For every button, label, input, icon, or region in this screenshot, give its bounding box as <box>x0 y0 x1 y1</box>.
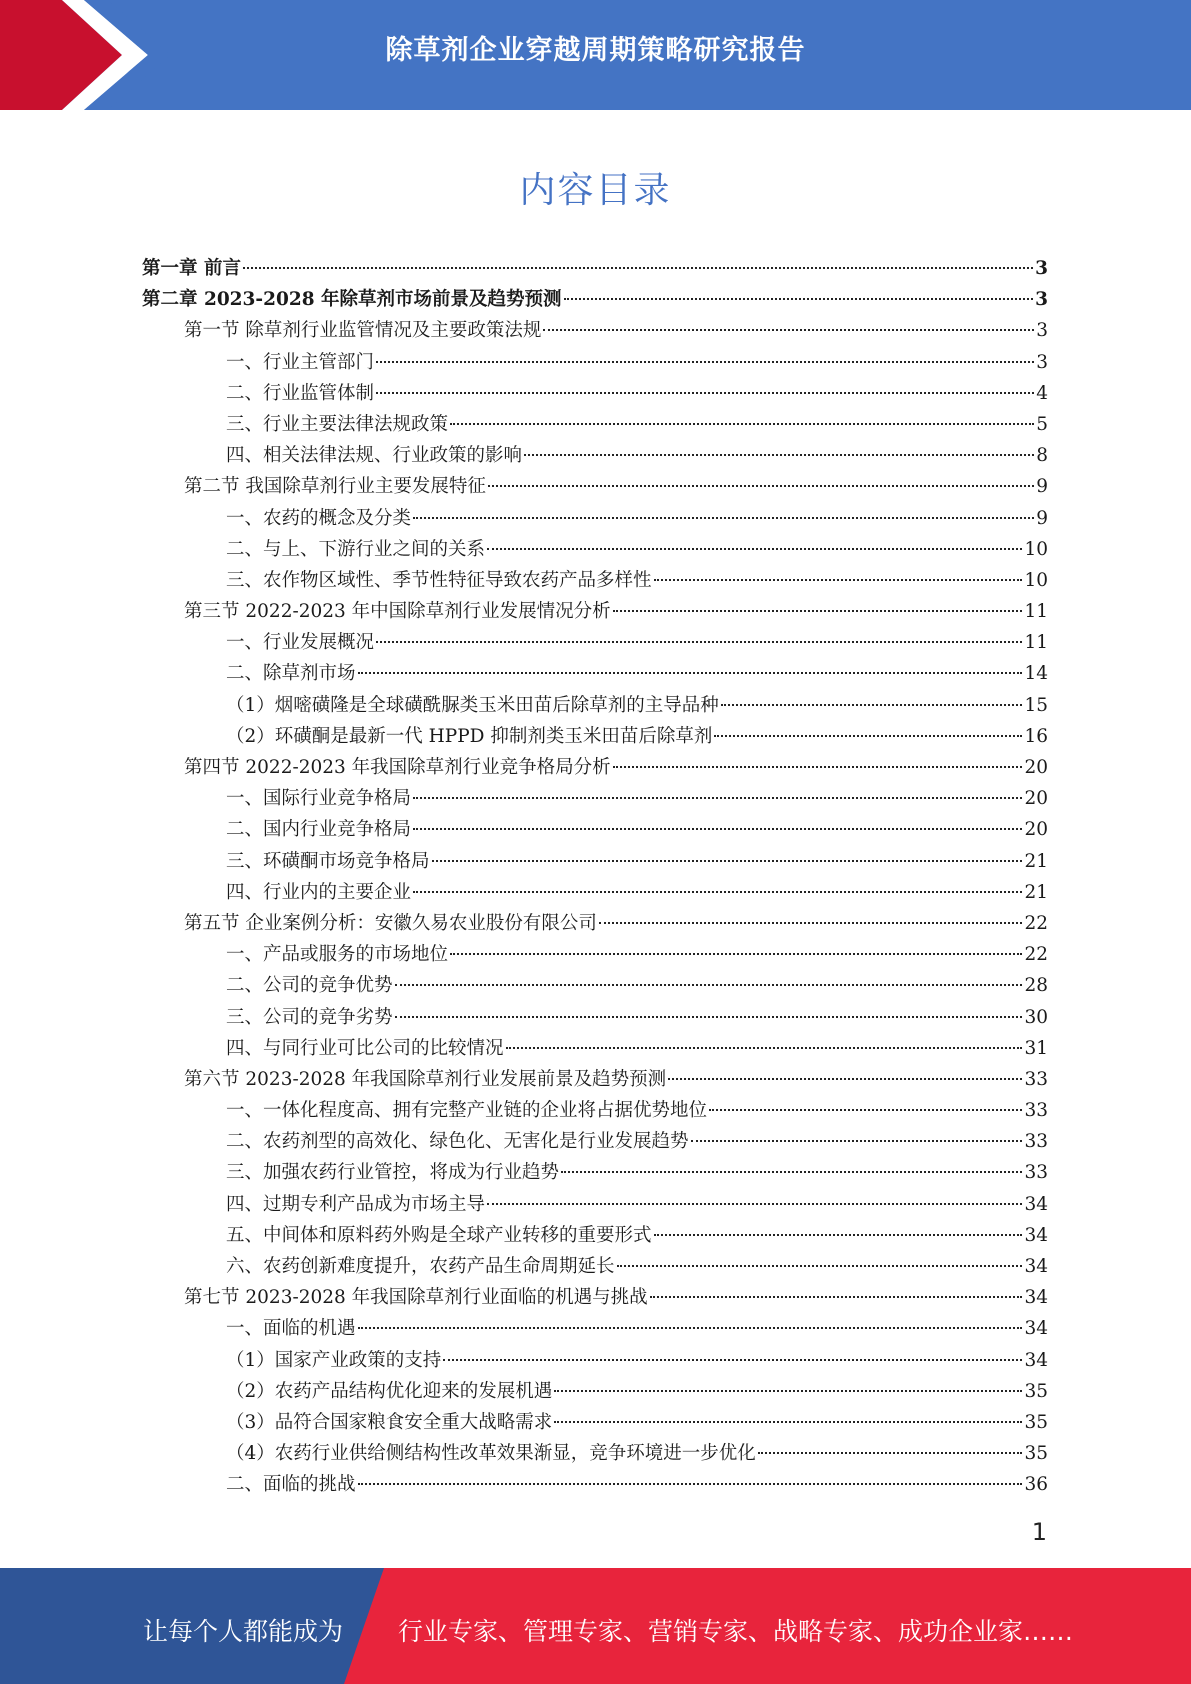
toc-entry-page: 34 <box>1024 1318 1048 1340</box>
toc-entry[interactable] <box>142 627 1048 658</box>
toc-entry-page: 3 <box>1035 258 1048 279</box>
toc-dot-leader <box>450 953 1022 955</box>
toc-entry-page: 9 <box>1036 476 1048 498</box>
toc-dot-leader <box>413 517 1034 519</box>
toc-entry[interactable] <box>142 596 1048 627</box>
toc-dot-leader <box>613 610 1023 612</box>
toc-entry[interactable] <box>142 347 1048 378</box>
toc-heading: 内容目录 <box>519 170 672 211</box>
toc-dot-leader <box>358 1483 1023 1485</box>
table-of-contents <box>142 253 1048 1501</box>
toc-entry-label: 四、与同行业可比公司的比较情况 <box>226 1037 504 1059</box>
toc-entry-label: 三、公司的竞争劣势 <box>226 1006 393 1028</box>
toc-entry[interactable] <box>142 1157 1048 1188</box>
toc-entry[interactable] <box>142 1313 1048 1344</box>
toc-entry[interactable] <box>142 534 1048 565</box>
toc-dot-leader <box>668 1078 1022 1080</box>
toc-entry[interactable] <box>142 783 1048 814</box>
toc-dot-leader <box>554 1421 1022 1423</box>
toc-dot-leader <box>617 1265 1023 1267</box>
toc-entry-label: 一、产品或服务的市场地位 <box>226 944 449 966</box>
toc-entry-label: （2）环磺酮是最新一代 HPPD 抑制剂类玉米田苗后除草剂 <box>226 725 713 747</box>
toc-entry[interactable] <box>142 1345 1048 1376</box>
toc-entry-label: 四、相关法律法规、行业政策的影响 <box>226 445 523 467</box>
toc-entry-label: 三、行业主要法律法规政策 <box>226 413 449 435</box>
toc-entry-label: 四、过期专利产品成为市场主导 <box>226 1193 486 1215</box>
toc-entry-page: 21 <box>1024 881 1048 903</box>
toc-dot-leader <box>487 1203 1022 1205</box>
toc-entry-label: 三、农作物区域性、季节性特征导致农药产品多样性 <box>226 569 652 591</box>
page-number: 1 <box>1031 1518 1047 1546</box>
toc-entry[interactable] <box>142 1064 1048 1095</box>
toc-dot-leader <box>450 423 1034 425</box>
toc-entry-label: 六、农药创新难度提升，农药产品生命周期延长 <box>226 1256 615 1277</box>
footer-slogan-left: 让每个人都能成为 <box>143 1617 344 1646</box>
toc-entry[interactable] <box>142 1033 1048 1064</box>
toc-entry-page: 34 <box>1024 1256 1048 1277</box>
toc-entry-page: 35 <box>1024 1443 1048 1465</box>
toc-entry-page: 28 <box>1024 975 1048 997</box>
toc-dot-leader <box>243 267 1033 269</box>
toc-entry-label: （1）国家产业政策的支持 <box>226 1349 442 1371</box>
toc-entry-page: 16 <box>1024 725 1048 747</box>
toc-entry[interactable] <box>142 1282 1048 1313</box>
toc-dot-leader <box>395 1016 1023 1018</box>
toc-dot-leader <box>413 797 1022 799</box>
toc-entry[interactable] <box>142 315 1048 346</box>
toc-dot-leader <box>554 1390 1022 1392</box>
toc-dot-leader <box>443 1359 1022 1361</box>
toc-dot-leader <box>564 298 1034 300</box>
toc-dot-leader <box>376 361 1034 363</box>
toc-entry[interactable] <box>142 503 1048 534</box>
toc-entry-label: 一、一体化程度高、拥有完整产业链的企业将占据优势地位 <box>226 1100 708 1122</box>
toc-entry-page: 33 <box>1024 1162 1048 1184</box>
toc-entry[interactable] <box>142 1126 1048 1157</box>
toc-entry-page: 20 <box>1024 757 1048 778</box>
toc-dot-leader <box>487 548 1022 550</box>
toc-entry[interactable] <box>142 1220 1048 1251</box>
toc-entry-page: 20 <box>1024 788 1048 810</box>
toc-entry-label: 第二章 2023-2028 年除草剂市场前景及趋势预测 <box>142 289 562 311</box>
toc-entry-label: 二、面临的挑战 <box>226 1474 356 1496</box>
toc-entry-page: 34 <box>1024 1193 1048 1215</box>
toc-entry-page: 34 <box>1024 1224 1048 1246</box>
toc-entry-page: 3 <box>1036 320 1048 342</box>
toc-entry[interactable] <box>142 846 1048 877</box>
toc-dot-leader <box>758 1452 1023 1454</box>
toc-entry[interactable] <box>142 440 1048 471</box>
toc-entry-page: 3 <box>1035 289 1048 311</box>
toc-entry-label: 一、面临的机遇 <box>226 1318 356 1340</box>
toc-entry-label: 第六节 2023-2028 年我国除草剂行业发展前景及趋势预测 <box>184 1068 667 1090</box>
toc-dot-leader <box>709 1109 1022 1111</box>
toc-dot-leader <box>524 454 1034 456</box>
toc-entry[interactable] <box>142 565 1048 596</box>
toc-entry[interactable] <box>142 752 1048 783</box>
toc-entry-page: 20 <box>1024 819 1048 841</box>
toc-entry[interactable] <box>142 1376 1048 1407</box>
toc-entry-page: 36 <box>1024 1474 1048 1496</box>
toc-entry[interactable] <box>142 658 1048 689</box>
toc-entry[interactable] <box>142 690 1048 721</box>
footer-banner <box>0 1568 1191 1684</box>
toc-entry-label: 四、行业内的主要企业 <box>226 881 412 903</box>
toc-dot-leader <box>488 485 1034 487</box>
toc-entry-label: （4）农药行业供给侧结构性改革效果渐显，竞争环境进一步优化 <box>226 1443 756 1465</box>
toc-entry-page: 4 <box>1036 382 1048 404</box>
toc-dot-leader <box>650 1296 1023 1298</box>
toc-dot-leader <box>413 891 1022 893</box>
toc-entry-page: 34 <box>1024 1287 1048 1309</box>
toc-entry-page: 10 <box>1024 538 1048 560</box>
toc-dot-leader <box>358 672 1023 674</box>
toc-dot-leader <box>358 1327 1023 1329</box>
toc-dot-leader <box>654 1234 1023 1236</box>
toc-dot-leader <box>376 392 1034 394</box>
report-title: 除草剂企业穿越周期策略研究报告 <box>385 35 806 66</box>
toc-entry-label: （3）品符合国家粮食安全重大战略需求 <box>226 1411 553 1433</box>
toc-entry-label: 一、国际行业竞争格局 <box>226 788 412 810</box>
toc-entry-label: 一、行业主管部门 <box>226 351 375 373</box>
toc-entry-label: 第四节 2022-2023 年我国除草剂行业竞争格局分析 <box>184 757 611 778</box>
toc-dot-leader <box>376 641 1022 643</box>
toc-dot-leader <box>506 1047 1023 1049</box>
toc-entry[interactable] <box>142 814 1048 845</box>
toc-dot-leader <box>714 735 1022 737</box>
toc-dot-leader <box>543 329 1034 331</box>
toc-entry-label: 二、与上、下游行业之间的关系 <box>226 538 486 560</box>
toc-entry[interactable] <box>142 378 1048 409</box>
toc-entry-page: 22 <box>1024 912 1048 934</box>
toc-entry-page: 14 <box>1024 663 1048 685</box>
toc-dot-leader <box>432 860 1023 862</box>
toc-entry-page: 5 <box>1036 413 1048 435</box>
toc-entry-page: 35 <box>1024 1411 1048 1433</box>
toc-entry-page: 33 <box>1024 1100 1048 1122</box>
toc-entry-page: 21 <box>1024 850 1048 872</box>
toc-entry-page: 3 <box>1036 351 1048 373</box>
toc-entry-page: 30 <box>1024 1006 1048 1028</box>
toc-entry-page: 31 <box>1024 1037 1048 1059</box>
toc-entry-label: （2）农药产品结构优化迎来的发展机遇 <box>226 1380 553 1402</box>
toc-entry[interactable] <box>142 1407 1048 1438</box>
toc-entry[interactable] <box>142 1189 1048 1220</box>
toc-entry-label: 二、行业监管体制 <box>226 382 375 404</box>
toc-entry-page: 33 <box>1024 1131 1048 1153</box>
toc-entry-label: 第七节 2023-2028 年我国除草剂行业面临的机遇与挑战 <box>184 1287 648 1309</box>
toc-entry[interactable] <box>142 1469 1048 1500</box>
toc-entry[interactable] <box>142 471 1048 502</box>
toc-entry-label: 三、加强农药行业管控，将成为行业趋势 <box>226 1162 560 1184</box>
toc-entry-label: 一、行业发展概况 <box>226 632 375 654</box>
toc-entry[interactable] <box>142 908 1048 939</box>
toc-entry[interactable] <box>142 253 1048 284</box>
toc-dot-leader <box>599 922 1023 924</box>
toc-dot-leader <box>413 828 1022 830</box>
toc-entry[interactable] <box>142 409 1048 440</box>
toc-dot-leader <box>395 984 1023 986</box>
toc-entry-page: 22 <box>1024 944 1048 966</box>
toc-entry-label: 二、公司的竞争优势 <box>226 975 393 997</box>
toc-dot-leader <box>561 1171 1022 1173</box>
toc-entry-page: 35 <box>1024 1380 1048 1402</box>
toc-entry[interactable] <box>142 1438 1048 1469</box>
toc-dot-leader <box>721 704 1023 706</box>
toc-entry-page: 34 <box>1024 1349 1048 1371</box>
toc-entry-label: 第三节 2022-2023 年中国除草剂行业发展情况分析 <box>184 601 611 623</box>
toc-entry-page: 11 <box>1024 601 1048 623</box>
toc-entry-page: 15 <box>1024 694 1048 716</box>
toc-entry-label: 第二节 我国除草剂行业主要发展特征 <box>184 476 486 498</box>
footer-slogan-right: 行业专家、管理专家、营销专家、战略专家、成功企业家…… <box>398 1617 1074 1646</box>
toc-entry-label: 五、中间体和原料药外购是全球产业转移的重要形式 <box>226 1224 652 1246</box>
toc-entry-label: 二、除草剂市场 <box>226 663 356 685</box>
toc-entry-label: 一、农药的概念及分类 <box>226 507 412 529</box>
toc-entry-page: 8 <box>1036 445 1048 467</box>
toc-entry-label: （1）烟嘧磺隆是全球磺酰脲类玉米田苗后除草剂的主导品种 <box>226 694 719 716</box>
toc-entry[interactable] <box>142 284 1048 315</box>
toc-entry-page: 11 <box>1024 632 1048 654</box>
toc-entry[interactable] <box>142 721 1048 752</box>
toc-dot-leader <box>613 766 1023 768</box>
toc-dot-leader <box>691 1140 1023 1142</box>
toc-entry[interactable] <box>142 1251 1048 1282</box>
toc-entry-label: 第一节 除草剂行业监管情况及主要政策法规 <box>184 320 542 342</box>
toc-entry[interactable] <box>142 939 1048 970</box>
toc-entry-label: 三、环磺酮市场竞争格局 <box>226 850 430 872</box>
toc-entry-label: 二、农药剂型的高效化、绿色化、无害化是行业发展趋势 <box>226 1131 689 1153</box>
toc-entry-label: 二、国内行业竞争格局 <box>226 819 412 841</box>
toc-entry-page: 9 <box>1036 507 1048 529</box>
toc-entry-page: 10 <box>1024 569 1048 591</box>
toc-entry[interactable] <box>142 877 1048 908</box>
toc-dot-leader <box>654 579 1023 581</box>
toc-entry-page: 33 <box>1024 1068 1048 1090</box>
toc-entry-label: 第一章 前言 <box>142 258 241 279</box>
toc-entry[interactable] <box>142 1002 1048 1033</box>
toc-entry[interactable] <box>142 1095 1048 1126</box>
header-banner <box>0 0 1191 110</box>
toc-entry-label: 第五节 企业案例分析：安徽久易农业股份有限公司 <box>184 912 597 934</box>
toc-entry[interactable] <box>142 970 1048 1001</box>
